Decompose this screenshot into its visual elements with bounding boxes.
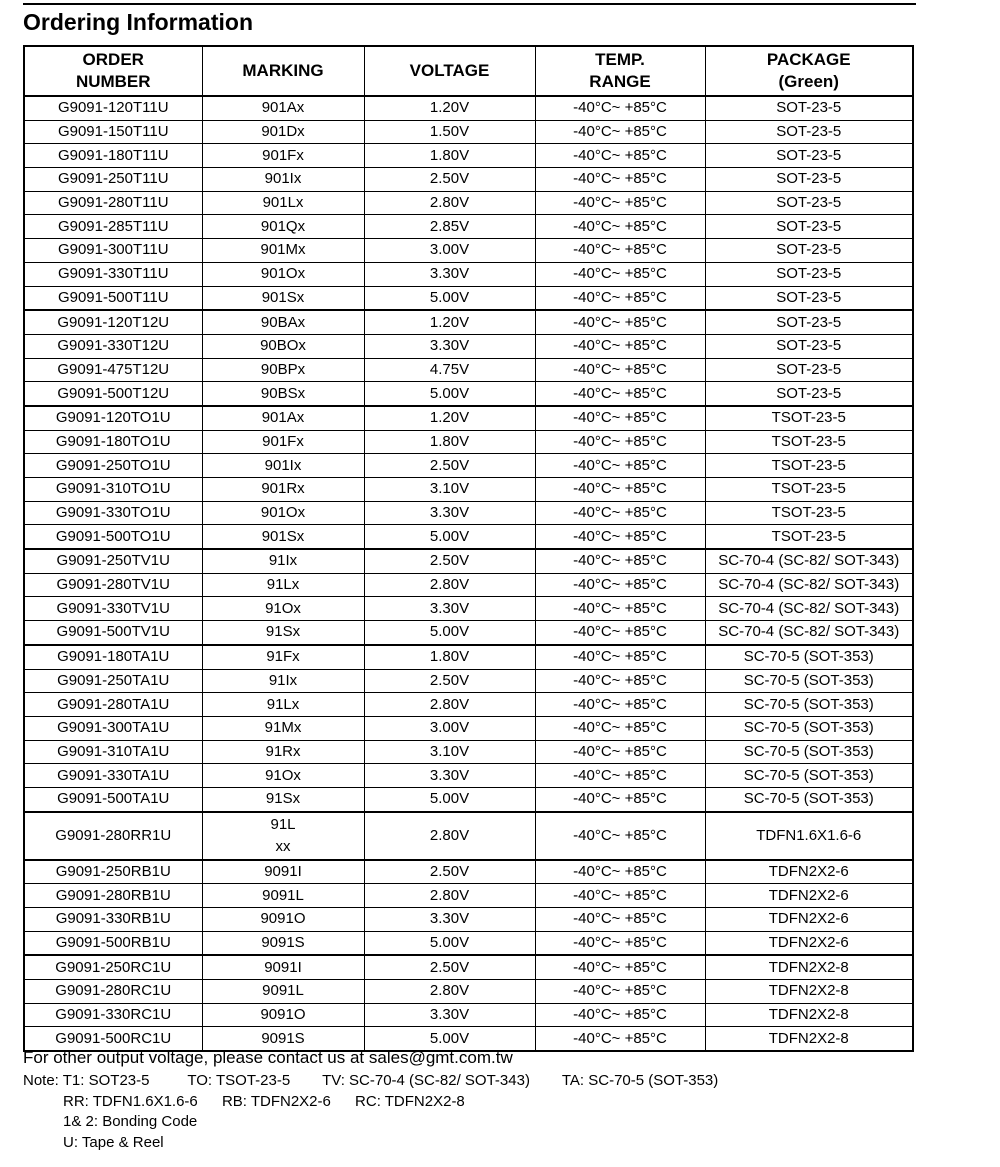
column-header <box>24 46 202 96</box>
table-row <box>24 310 913 334</box>
marking-cell: 91Rx <box>202 740 364 764</box>
package-cell: TSOT-23-5 <box>705 430 913 454</box>
order-number-cell: G9091-180TA1U <box>24 645 202 669</box>
voltage-cell: 2.50V <box>364 454 535 478</box>
order-number-cell: G9091-500T12U <box>24 382 202 406</box>
order-number-cell: G9091-280TV1U <box>24 573 202 597</box>
marking-cell: 9091S <box>202 931 364 955</box>
column-header <box>705 46 913 96</box>
package-cell: TDFN2X2-6 <box>705 884 913 908</box>
voltage-cell: 5.00V <box>364 382 535 406</box>
table-row <box>24 358 913 382</box>
table-row <box>24 549 913 573</box>
table-row <box>24 908 913 932</box>
order-number-cell: G9091-300TA1U <box>24 716 202 740</box>
table-header <box>24 46 913 96</box>
package-cell: SC-70-5 (SOT-353) <box>705 669 913 693</box>
table-row <box>24 144 913 168</box>
package-cell: SC-70-4 (SC-82/ SOT-343) <box>705 573 913 597</box>
voltage-cell: 2.80V <box>364 980 535 1004</box>
temp-range-cell: -40°C~ +85°C <box>535 215 705 239</box>
header-row <box>24 46 913 96</box>
marking-cell: 9091S <box>202 1027 364 1051</box>
marking-cell: 901Ix <box>202 168 364 192</box>
table-row <box>24 669 913 693</box>
voltage-cell: 2.80V <box>364 573 535 597</box>
order-number-cell: G9091-330TO1U <box>24 501 202 525</box>
temp-range-cell: -40°C~ +85°C <box>535 597 705 621</box>
order-number-cell: G9091-330T11U <box>24 262 202 286</box>
note-line-1 <box>23 1071 963 1092</box>
marking-cell: 901Mx <box>202 239 364 263</box>
order-number-cell: G9091-120T12U <box>24 310 202 334</box>
order-number-cell: G9091-310TA1U <box>24 740 202 764</box>
package-cell: SC-70-5 (SOT-353) <box>705 693 913 717</box>
package-cell: SOT-23-5 <box>705 334 913 358</box>
temp-range-cell: -40°C~ +85°C <box>535 645 705 669</box>
package-cell: TSOT-23-5 <box>705 406 913 430</box>
order-number-cell: G9091-285T11U <box>24 215 202 239</box>
temp-range-cell: -40°C~ +85°C <box>535 693 705 717</box>
voltage-cell: 2.80V <box>364 693 535 717</box>
order-number-cell: G9091-330RC1U <box>24 1003 202 1027</box>
table-row <box>24 812 913 860</box>
order-number-cell: G9091-500RC1U <box>24 1027 202 1051</box>
marking-cell: 901Dx <box>202 120 364 144</box>
order-number-cell: G9091-475T12U <box>24 358 202 382</box>
column-header-line: (Green) <box>778 72 839 91</box>
note-rb: RB: TDFN2X2-6 <box>221 1092 331 1110</box>
marking-cell: 91Lx <box>202 693 364 717</box>
temp-range-cell: -40°C~ +85°C <box>535 120 705 144</box>
order-number-cell: G9091-500RB1U <box>24 931 202 955</box>
table-row <box>24 716 913 740</box>
column-header-line: RANGE <box>589 72 651 91</box>
package-cell: TDFN1.6X1.6-6 <box>705 812 913 860</box>
package-cell: TDFN2X2-6 <box>705 908 913 932</box>
temp-range-cell: -40°C~ +85°C <box>535 501 705 525</box>
voltage-cell: 2.85V <box>364 215 535 239</box>
marking-cell: 91Mx <box>202 716 364 740</box>
marking-cell: 91Ix <box>202 549 364 573</box>
package-cell: TSOT-23-5 <box>705 525 913 549</box>
temp-range-cell: -40°C~ +85°C <box>535 764 705 788</box>
marking-cell: 901Lx <box>202 191 364 215</box>
table-row <box>24 334 913 358</box>
order-number-cell: G9091-250TA1U <box>24 669 202 693</box>
order-number-cell: G9091-250T11U <box>24 168 202 192</box>
temp-range-cell: -40°C~ +85°C <box>535 812 705 860</box>
package-cell: SC-70-5 (SOT-353) <box>705 764 913 788</box>
voltage-cell: 5.00V <box>364 286 535 310</box>
package-cell: SOT-23-5 <box>705 144 913 168</box>
column-header-line: PACKAGE <box>766 50 851 69</box>
marking-cell: 901Ax <box>202 406 364 430</box>
voltage-cell: 1.20V <box>364 96 535 120</box>
package-cell: TSOT-23-5 <box>705 454 913 478</box>
note-to: TO: TSOT-23-5 <box>187 1072 291 1089</box>
marking-cell: 90BPx <box>202 358 364 382</box>
notes-block <box>23 1071 963 1153</box>
package-cell: SC-70-5 (SOT-353) <box>705 645 913 669</box>
table-row <box>24 980 913 1004</box>
order-number-cell: G9091-500T11U <box>24 286 202 310</box>
table-row <box>24 693 913 717</box>
marking-cell: 91Ox <box>202 764 364 788</box>
table-row <box>24 621 913 645</box>
table-row <box>24 787 913 811</box>
table-row <box>24 525 913 549</box>
table-row <box>24 764 913 788</box>
package-cell: SOT-23-5 <box>705 96 913 120</box>
temp-range-cell: -40°C~ +85°C <box>535 1027 705 1051</box>
table-row <box>24 955 913 979</box>
voltage-cell: 2.50V <box>364 669 535 693</box>
marking-cell: 9091I <box>202 955 364 979</box>
table-row <box>24 262 913 286</box>
temp-range-cell: -40°C~ +85°C <box>535 525 705 549</box>
marking-cell: 91Fx <box>202 645 364 669</box>
temp-range-cell: -40°C~ +85°C <box>535 96 705 120</box>
package-cell: SC-70-5 (SOT-353) <box>705 787 913 811</box>
temp-range-cell: -40°C~ +85°C <box>535 740 705 764</box>
page-title: Ordering Information <box>23 9 253 35</box>
marking-cell: 9091O <box>202 1003 364 1027</box>
voltage-cell: 3.00V <box>364 716 535 740</box>
voltage-cell: 1.50V <box>364 120 535 144</box>
order-number-cell: G9091-500TO1U <box>24 525 202 549</box>
table-row <box>24 430 913 454</box>
voltage-cell: 3.30V <box>364 1003 535 1027</box>
voltage-cell: 1.80V <box>364 144 535 168</box>
package-cell: SC-70-5 (SOT-353) <box>705 740 913 764</box>
title-rule <box>23 3 916 5</box>
marking-cell: 90BAx <box>202 310 364 334</box>
order-number-cell: G9091-180T11U <box>24 144 202 168</box>
marking-cell: 901Sx <box>202 525 364 549</box>
marking-cell: 901Ox <box>202 262 364 286</box>
marking-cell: 91Lx <box>202 573 364 597</box>
marking-cell: 91Ox <box>202 597 364 621</box>
voltage-cell: 3.30V <box>364 764 535 788</box>
voltage-cell: 4.75V <box>364 358 535 382</box>
order-number-cell: G9091-310TO1U <box>24 478 202 502</box>
order-number-cell: G9091-330T12U <box>24 334 202 358</box>
marking-cell: 901Ix <box>202 454 364 478</box>
order-number-cell: G9091-300T11U <box>24 239 202 263</box>
temp-range-cell: -40°C~ +85°C <box>535 787 705 811</box>
marking-cell: 9091L <box>202 884 364 908</box>
note-ta: TA: SC-70-5 (SOT-353) <box>561 1072 719 1089</box>
temp-range-cell: -40°C~ +85°C <box>535 454 705 478</box>
temp-range-cell: -40°C~ +85°C <box>535 884 705 908</box>
order-number-cell: G9091-250RC1U <box>24 955 202 979</box>
marking-line: xx <box>275 837 291 855</box>
voltage-cell: 3.10V <box>364 478 535 502</box>
voltage-cell: 2.80V <box>364 812 535 860</box>
package-cell: TDFN2X2-8 <box>705 1027 913 1051</box>
temp-range-cell: -40°C~ +85°C <box>535 262 705 286</box>
column-header-line: ORDER <box>82 50 144 69</box>
order-number-cell: G9091-280TA1U <box>24 693 202 717</box>
voltage-cell: 2.50V <box>364 955 535 979</box>
order-number-cell: G9091-500TV1U <box>24 621 202 645</box>
package-cell: TDFN2X2-8 <box>705 955 913 979</box>
temp-range-cell: -40°C~ +85°C <box>535 621 705 645</box>
temp-range-cell: -40°C~ +85°C <box>535 955 705 979</box>
voltage-cell: 3.30V <box>364 501 535 525</box>
package-cell: TSOT-23-5 <box>705 501 913 525</box>
footer-notes <box>23 1047 963 1153</box>
voltage-cell: 3.30V <box>364 597 535 621</box>
order-number-cell: G9091-120TO1U <box>24 406 202 430</box>
table-row <box>24 120 913 144</box>
voltage-cell: 5.00V <box>364 931 535 955</box>
table-row <box>24 406 913 430</box>
temp-range-cell: -40°C~ +85°C <box>535 286 705 310</box>
voltage-cell: 3.30V <box>364 262 535 286</box>
voltage-cell: 2.50V <box>364 168 535 192</box>
note-line-2 <box>23 1092 963 1113</box>
marking-cell: 901Sx <box>202 286 364 310</box>
marking-cell: 9091I <box>202 860 364 884</box>
package-cell: SOT-23-5 <box>705 168 913 192</box>
order-number-cell: G9091-280T11U <box>24 191 202 215</box>
temp-range-cell: -40°C~ +85°C <box>535 478 705 502</box>
voltage-cell: 3.30V <box>364 908 535 932</box>
temp-range-cell: -40°C~ +85°C <box>535 1003 705 1027</box>
voltage-cell: 2.80V <box>364 191 535 215</box>
marking-cell: 90BOx <box>202 334 364 358</box>
marking-cell: 9091O <box>202 908 364 932</box>
order-number-cell: G9091-330TV1U <box>24 597 202 621</box>
temp-range-cell: -40°C~ +85°C <box>535 144 705 168</box>
voltage-cell: 5.00V <box>364 525 535 549</box>
table-row <box>24 168 913 192</box>
voltage-cell: 1.80V <box>364 645 535 669</box>
order-number-cell: G9091-280RC1U <box>24 980 202 1004</box>
package-cell: SOT-23-5 <box>705 262 913 286</box>
voltage-cell: 3.30V <box>364 334 535 358</box>
note-t1: T1: SOT23-5 <box>62 1072 150 1089</box>
package-cell: SC-70-4 (SC-82/ SOT-343) <box>705 621 913 645</box>
package-cell: SC-70-4 (SC-82/ SOT-343) <box>705 597 913 621</box>
temp-range-cell: -40°C~ +85°C <box>535 549 705 573</box>
column-header <box>535 46 705 96</box>
note-tv: TV: SC-70-4 (SC-82/ SOT-343) <box>322 1072 530 1089</box>
voltage-cell: 2.50V <box>364 860 535 884</box>
marking-cell: 90BSx <box>202 382 364 406</box>
column-header-line: MARKING <box>242 61 324 80</box>
temp-range-cell: -40°C~ +85°C <box>535 430 705 454</box>
order-number-cell: G9091-280RB1U <box>24 884 202 908</box>
ordering-table <box>23 45 914 1052</box>
order-number-cell: G9091-150T11U <box>24 120 202 144</box>
marking-cell: 901Qx <box>202 215 364 239</box>
package-cell: SOT-23-5 <box>705 310 913 334</box>
package-cell: SOT-23-5 <box>705 382 913 406</box>
package-cell: TDFN2X2-8 <box>705 980 913 1004</box>
temp-range-cell: -40°C~ +85°C <box>535 716 705 740</box>
voltage-cell: 1.80V <box>364 430 535 454</box>
order-number-cell: G9091-330TA1U <box>24 764 202 788</box>
voltage-cell: 5.00V <box>364 1027 535 1051</box>
marking-cell: 91Ix <box>202 669 364 693</box>
order-number-cell: G9091-500TA1U <box>24 787 202 811</box>
column-header-line: VOLTAGE <box>409 61 490 80</box>
marking-cell: 901Rx <box>202 478 364 502</box>
table-row <box>24 215 913 239</box>
package-cell: TSOT-23-5 <box>705 478 913 502</box>
package-cell: SC-70-4 (SC-82/ SOT-343) <box>705 549 913 573</box>
marking-line: 91L <box>270 815 296 833</box>
temp-range-cell: -40°C~ +85°C <box>535 406 705 430</box>
column-header-line: NUMBER <box>75 72 151 91</box>
note-label: Note: <box>23 1072 59 1089</box>
package-cell: SOT-23-5 <box>705 286 913 310</box>
voltage-cell: 2.80V <box>364 884 535 908</box>
voltage-cell: 5.00V <box>364 621 535 645</box>
table-row <box>24 931 913 955</box>
temp-range-cell: -40°C~ +85°C <box>535 358 705 382</box>
table-row <box>24 501 913 525</box>
table-row <box>24 478 913 502</box>
order-number-cell: G9091-280RR1U <box>24 812 202 860</box>
marking-cell: 91Sx <box>202 787 364 811</box>
table-row <box>24 645 913 669</box>
package-cell: SOT-23-5 <box>705 358 913 382</box>
table-row <box>24 191 913 215</box>
package-cell: SOT-23-5 <box>705 120 913 144</box>
note-rr: RR: TDFN1.6X1.6-6 <box>63 1092 198 1110</box>
temp-range-cell: -40°C~ +85°C <box>535 239 705 263</box>
marking-cell <box>202 812 364 860</box>
marking-cell: 901Ax <box>202 96 364 120</box>
voltage-cell: 3.10V <box>364 740 535 764</box>
order-number-cell: G9091-250RB1U <box>24 860 202 884</box>
marking-cell: 9091L <box>202 980 364 1004</box>
order-number-cell: G9091-120T11U <box>24 96 202 120</box>
temp-range-cell: -40°C~ +85°C <box>535 310 705 334</box>
voltage-cell: 2.50V <box>364 549 535 573</box>
order-number-cell: G9091-250TO1U <box>24 454 202 478</box>
package-cell: SOT-23-5 <box>705 215 913 239</box>
voltage-cell: 1.20V <box>364 310 535 334</box>
marking-cell: 901Fx <box>202 430 364 454</box>
table-row <box>24 454 913 478</box>
temp-range-cell: -40°C~ +85°C <box>535 931 705 955</box>
marking-cell: 901Ox <box>202 501 364 525</box>
temp-range-cell: -40°C~ +85°C <box>535 860 705 884</box>
voltage-cell: 1.20V <box>364 406 535 430</box>
order-number-cell: G9091-180TO1U <box>24 430 202 454</box>
order-number-cell: G9091-250TV1U <box>24 549 202 573</box>
temp-range-cell: -40°C~ +85°C <box>535 334 705 358</box>
temp-range-cell: -40°C~ +85°C <box>535 573 705 597</box>
package-cell: TDFN2X2-6 <box>705 931 913 955</box>
note-rc: RC: TDFN2X2-8 <box>355 1092 465 1110</box>
table-row <box>24 382 913 406</box>
temp-range-cell: -40°C~ +85°C <box>535 168 705 192</box>
package-cell: SC-70-5 (SOT-353) <box>705 716 913 740</box>
temp-range-cell: -40°C~ +85°C <box>535 669 705 693</box>
note-line-4: U: Tape & Reel <box>63 1133 164 1151</box>
table-row <box>24 239 913 263</box>
package-cell: SOT-23-5 <box>705 239 913 263</box>
table-row <box>24 860 913 884</box>
marking-cell: 91Sx <box>202 621 364 645</box>
order-number-cell: G9091-330RB1U <box>24 908 202 932</box>
table-row <box>24 573 913 597</box>
column-header-line: TEMP. <box>595 50 645 69</box>
table-row <box>24 96 913 120</box>
voltage-cell: 3.00V <box>364 239 535 263</box>
column-header <box>364 46 535 96</box>
table-row <box>24 884 913 908</box>
contact-note: For other output voltage, please contact us at sales@gmt.com.tw <box>23 1048 513 1067</box>
package-cell: TDFN2X2-6 <box>705 860 913 884</box>
table-row <box>24 597 913 621</box>
voltage-cell: 5.00V <box>364 787 535 811</box>
note-line-3: 1& 2: Bonding Code <box>63 1113 198 1130</box>
table-row <box>24 286 913 310</box>
column-header <box>202 46 364 96</box>
table-row <box>24 1003 913 1027</box>
temp-range-cell: -40°C~ +85°C <box>535 191 705 215</box>
table-body <box>24 96 913 1051</box>
temp-range-cell: -40°C~ +85°C <box>535 382 705 406</box>
temp-range-cell: -40°C~ +85°C <box>535 980 705 1004</box>
temp-range-cell: -40°C~ +85°C <box>535 908 705 932</box>
package-cell: SOT-23-5 <box>705 191 913 215</box>
marking-cell: 901Fx <box>202 144 364 168</box>
table-row <box>24 740 913 764</box>
package-cell: TDFN2X2-8 <box>705 1003 913 1027</box>
